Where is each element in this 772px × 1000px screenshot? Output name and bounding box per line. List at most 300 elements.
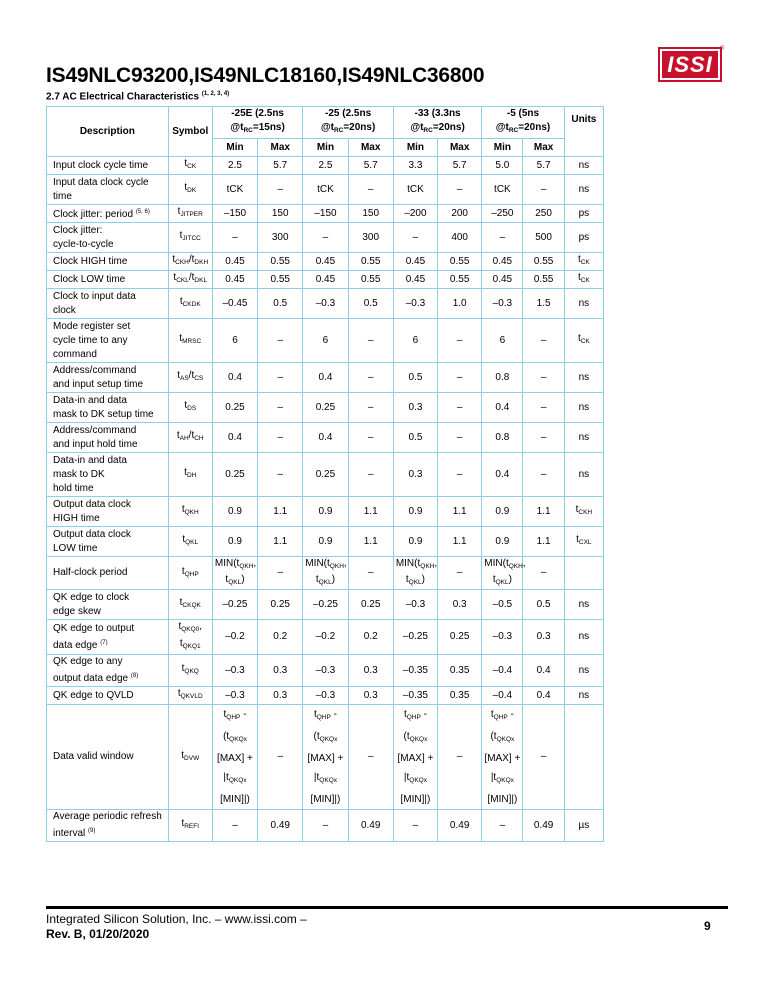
max-value: 0.35	[438, 687, 482, 705]
max-value: –	[438, 453, 482, 497]
grade-line2-sub: RC	[243, 127, 253, 134]
row-description	[47, 363, 169, 393]
max-value: 5.7	[523, 157, 564, 175]
symbol-sub: CK	[187, 163, 197, 170]
max-value: 0.5	[348, 289, 393, 319]
min-value: 3.3	[393, 157, 437, 175]
issi-logo	[658, 46, 725, 82]
unit-text: ns	[578, 183, 590, 195]
unit-sub: CK	[580, 259, 590, 266]
table-row	[47, 289, 604, 319]
row-unit	[564, 810, 603, 842]
grade-line2-sub: RC	[333, 127, 344, 134]
row-unit	[564, 687, 603, 705]
row-symbol	[168, 271, 212, 289]
description-line: clock	[53, 304, 76, 316]
symbol-sub: JITCC	[182, 235, 201, 242]
description-line: QK edge to any	[53, 656, 123, 667]
symbol-text: t	[173, 272, 177, 283]
row-description	[47, 175, 169, 205]
symbol-text: t	[177, 688, 181, 699]
max-value: –	[258, 453, 303, 497]
min-value: 0.45	[482, 271, 523, 289]
unit-sub: CKH	[578, 509, 593, 516]
max-value: 0.49	[348, 810, 393, 842]
max-value: 250	[523, 205, 564, 223]
footnote-ref: (5, 6)	[135, 209, 150, 215]
formula-sub: QKQx	[409, 736, 428, 743]
grade-line2-suffix: =20ns)	[432, 122, 465, 133]
half-clock-text: ,	[343, 558, 347, 569]
column-header-description: Description	[47, 107, 169, 157]
data-valid-window-formula	[482, 705, 523, 810]
formula-sub: QHP	[226, 714, 241, 721]
unit-text: t	[577, 272, 581, 283]
max-value: –	[348, 363, 393, 393]
row-symbol	[168, 319, 212, 363]
symbol-text: t	[178, 621, 182, 632]
max-value: 0.4	[523, 655, 564, 687]
table-row	[47, 393, 604, 423]
description-line: Address/command	[53, 364, 137, 376]
unit-text: t	[577, 254, 581, 265]
min-value: 0.4	[482, 453, 523, 497]
min-value: 0.9	[393, 497, 437, 527]
min-value: –0.3	[482, 620, 523, 655]
footnote-ref: (9)	[88, 828, 96, 834]
ac-characteristics-table	[46, 106, 604, 842]
min-value: 6	[303, 319, 348, 363]
max-value: 5.7	[258, 157, 303, 175]
symbol-text: ,	[199, 621, 203, 632]
min-value: 0.9	[303, 527, 348, 557]
half-clock-sub: QKH	[329, 563, 344, 570]
row-description	[47, 590, 169, 620]
row-unit	[564, 205, 603, 223]
formula-text: -	[240, 709, 247, 720]
min-value	[212, 557, 257, 590]
unit-sub: CK	[580, 338, 590, 345]
symbol-text: /t	[188, 272, 195, 283]
min-value: –0.2	[303, 620, 348, 655]
symbol-text: t	[179, 597, 183, 608]
grade-line1: -5 (5ns	[506, 108, 540, 119]
formula-text: (t	[403, 731, 410, 742]
max-value: 0.5	[258, 289, 303, 319]
row-symbol	[168, 393, 212, 423]
max-value: –	[438, 319, 482, 363]
max-value: 300	[348, 223, 393, 253]
row-unit	[564, 423, 603, 453]
min-value: 0.25	[212, 393, 257, 423]
formula-text: |t	[403, 772, 410, 783]
formula-text: [MIN]|)	[220, 794, 250, 805]
row-description	[47, 705, 169, 810]
description-line: Input data clock cycle	[53, 176, 149, 188]
symbol-sub: QKL	[185, 539, 199, 546]
min-value: –0.3	[212, 687, 257, 705]
description-line: Clock HIGH time	[53, 255, 128, 267]
min-value: 0.25	[303, 453, 348, 497]
value-cell: –	[523, 705, 564, 810]
max-value: –	[258, 423, 303, 453]
half-clock-text: )	[421, 574, 425, 585]
row-unit	[564, 453, 603, 497]
unit-text: ns	[578, 598, 590, 610]
half-clock-sub: QKL	[495, 579, 509, 586]
row-description	[47, 557, 169, 590]
formula-text: |t	[313, 772, 320, 783]
table-row	[47, 590, 604, 620]
symbol-sub: JITPER	[180, 211, 203, 218]
symbol-text: t	[181, 663, 185, 674]
min-value: tCK	[212, 175, 257, 205]
description-line: command	[53, 348, 97, 360]
min-value: –0.3	[482, 289, 523, 319]
min-value: 0.25	[303, 393, 348, 423]
min-value: –0.25	[303, 590, 348, 620]
half-clock-text: )	[331, 574, 336, 585]
min-value: 0.3	[393, 453, 437, 497]
description-line: Average periodic refresh	[53, 811, 162, 822]
max-value: –	[258, 363, 303, 393]
description-line: edge skew	[53, 605, 101, 617]
symbol-sub: DS	[187, 405, 197, 412]
row-symbol	[168, 590, 212, 620]
footer-rule	[46, 906, 728, 909]
formula-text: t	[313, 709, 317, 720]
symbol-sub: QKQ0	[181, 626, 200, 633]
formula-text: [MAX] +	[307, 753, 344, 764]
unit-text: ns	[578, 431, 590, 443]
value-cell: –	[438, 705, 482, 810]
min-value: –0.4	[482, 687, 523, 705]
formula-text: (t	[223, 731, 230, 742]
table-row	[47, 655, 604, 687]
grade-line2-prefix: @t	[410, 122, 424, 133]
half-clock-sub: QKH	[420, 563, 435, 570]
row-symbol	[168, 205, 212, 223]
symbol-text: t	[184, 182, 188, 193]
symbol-text: t	[179, 230, 183, 241]
unit-sub: CXL	[578, 539, 592, 546]
max-value: –	[438, 557, 482, 590]
max-value: –	[523, 319, 564, 363]
max-value: –	[438, 363, 482, 393]
half-clock-sub: QKL	[408, 579, 422, 586]
grade-line1: -25 (2.5ns	[325, 108, 372, 119]
row-unit	[564, 289, 603, 319]
column-header-symbol: Symbol	[168, 107, 212, 157]
description-line: Output data clock	[53, 498, 131, 510]
half-clock-text: MIN(t	[305, 558, 330, 569]
row-symbol	[168, 253, 212, 271]
row-symbol	[168, 687, 212, 705]
min-value: –0.3	[303, 289, 348, 319]
description-line: Input clock cycle time	[53, 159, 149, 171]
max-value: 5.7	[348, 157, 393, 175]
row-symbol	[168, 557, 212, 590]
row-symbol	[168, 620, 212, 655]
table-row	[47, 175, 604, 205]
max-value: 1.1	[258, 497, 303, 527]
min-value: –0.3	[303, 687, 348, 705]
description-line: QK edge to output	[53, 622, 135, 634]
max-value: –	[348, 557, 393, 590]
max-value: 0.55	[258, 271, 303, 289]
row-symbol	[168, 223, 212, 253]
max-value: 0.55	[348, 271, 393, 289]
max-value: 0.25	[348, 590, 393, 620]
unit-sub: CK	[580, 277, 590, 284]
half-clock-text: MIN(t	[484, 558, 509, 569]
max-value: –	[523, 393, 564, 423]
symbol-text: t	[172, 254, 176, 265]
symbol-sub: QKH	[184, 509, 199, 516]
formula-sub: QKQx	[409, 777, 427, 784]
symbol-text: t	[176, 430, 180, 441]
min-value: 0.45	[303, 271, 348, 289]
table-row	[47, 705, 604, 810]
min-value: 2.5	[212, 157, 257, 175]
grade-line2-suffix: =15ns)	[252, 122, 285, 133]
description-line: output data edge	[53, 673, 129, 684]
description-line: interval	[53, 828, 86, 839]
grade-line2-suffix: =20ns)	[518, 122, 551, 133]
logo-text: ISSI	[667, 51, 713, 77]
row-unit	[564, 393, 603, 423]
max-value: –	[258, 319, 303, 363]
symbol-sub: DK	[187, 187, 197, 194]
min-value	[482, 557, 526, 590]
symbol-text: t	[181, 565, 185, 577]
max-value: 300	[258, 223, 303, 253]
formula-text: t	[223, 709, 227, 720]
description-line: Address/command	[53, 424, 137, 436]
symbol-sub: CS	[194, 375, 204, 382]
min-value: 0.4	[212, 423, 257, 453]
unit-text: ps	[578, 207, 590, 219]
symbol-text: t	[179, 638, 183, 649]
formula-text: -	[420, 709, 427, 720]
row-unit	[564, 319, 603, 363]
symbol-text: t	[184, 400, 188, 411]
min-value: 6	[212, 319, 257, 363]
half-clock-sub: QKH	[508, 563, 523, 570]
min-value: –0.4	[482, 655, 523, 687]
max-value: 0.25	[258, 590, 303, 620]
max-value: 5.7	[438, 157, 482, 175]
formula-sub: QKQx	[319, 736, 338, 743]
row-description	[47, 453, 169, 497]
row-unit	[564, 363, 603, 393]
min-value: –0.45	[212, 289, 257, 319]
min-value: 0.8	[482, 423, 523, 453]
max-value: 1.5	[523, 289, 564, 319]
row-unit	[564, 223, 603, 253]
row-symbol	[168, 705, 212, 810]
min-value: –	[212, 223, 257, 253]
symbol-text: /t	[188, 430, 195, 441]
min-value: 0.45	[393, 253, 437, 271]
table-row	[47, 620, 604, 655]
half-clock-text: ,	[253, 558, 257, 569]
data-valid-window-formula	[212, 705, 257, 810]
row-symbol	[168, 497, 212, 527]
symbol-sub: CKH	[175, 259, 189, 266]
half-clock-text: t	[225, 574, 229, 585]
symbol-text: t	[181, 818, 185, 829]
row-description	[47, 655, 169, 687]
min-value: –	[393, 223, 437, 253]
symbol-sub: CKDK	[182, 301, 201, 308]
symbol-sub: QKVLD	[180, 693, 203, 700]
min-value: –0.3	[393, 590, 437, 620]
symbol-text: t	[177, 206, 181, 217]
min-value: 0.9	[212, 527, 257, 557]
row-description	[47, 687, 169, 705]
table-row	[47, 423, 604, 453]
half-clock-text: )	[508, 574, 512, 585]
unit-text: t	[575, 504, 579, 515]
row-description	[47, 223, 169, 253]
grade-line2-sub: RC	[508, 127, 519, 134]
formula-sub: QKQx	[496, 736, 515, 743]
row-unit	[564, 620, 603, 655]
row-description	[47, 157, 169, 175]
symbol-text: t	[179, 333, 183, 344]
unit-text: ns	[578, 159, 590, 171]
min-value: tCK	[303, 175, 348, 205]
row-unit	[564, 527, 603, 557]
symbol-sub: CKL	[176, 277, 189, 284]
footnote-ref: (8)	[130, 673, 139, 679]
min-value: –	[482, 810, 523, 842]
formula-sub: QKQx	[496, 777, 514, 784]
formula-text: |t	[490, 772, 497, 783]
table-row	[47, 223, 604, 253]
column-header-max: Max	[348, 139, 393, 157]
min-value: 0.5	[393, 363, 437, 393]
grade-line2-prefix: @t	[320, 122, 334, 133]
min-value: –0.3	[212, 655, 257, 687]
max-value: 150	[258, 205, 303, 223]
max-value: 0.5	[523, 590, 564, 620]
min-value: 0.4	[303, 363, 348, 393]
min-value: tCK	[393, 175, 437, 205]
max-value: 1.0	[438, 289, 482, 319]
formula-text: -	[330, 709, 337, 720]
min-value: tCK	[482, 175, 523, 205]
column-header-speed-grade	[303, 107, 393, 139]
min-value: –	[482, 223, 523, 253]
table-row	[47, 205, 604, 223]
min-value: –200	[393, 205, 437, 223]
min-value: –0.35	[393, 687, 437, 705]
min-value: –0.25	[212, 590, 257, 620]
row-unit	[564, 557, 603, 590]
max-value: –	[523, 175, 564, 205]
column-header-min: Min	[393, 139, 437, 157]
symbol-sub: DKL	[194, 277, 208, 284]
footnote-ref: (7)	[100, 639, 108, 646]
min-value: 0.9	[212, 497, 257, 527]
grade-line2-suffix: =20ns)	[343, 122, 376, 133]
half-clock-text: t	[492, 574, 496, 585]
description-line: HIGH time	[53, 512, 100, 524]
half-clock-sub: QKL	[318, 579, 332, 586]
column-header-max: Max	[523, 139, 564, 157]
description-line: Output data clock	[53, 528, 131, 540]
max-value: 1.1	[438, 497, 482, 527]
formula-text: -	[507, 709, 514, 720]
min-value: –	[303, 810, 348, 842]
max-value: 0.49	[258, 810, 303, 842]
formula-text: [MAX] +	[217, 753, 253, 764]
unit-text: ns	[578, 631, 590, 642]
min-value	[303, 557, 348, 590]
min-value: 0.45	[212, 253, 257, 271]
min-value: –0.25	[393, 620, 437, 655]
max-value: –	[438, 423, 482, 453]
min-value: 0.9	[303, 497, 348, 527]
half-clock-text: t	[315, 574, 319, 585]
half-clock-sub: QKL	[228, 579, 242, 586]
symbol-sub: DKH	[194, 259, 209, 266]
table-row	[47, 319, 604, 363]
max-value: –	[258, 393, 303, 423]
half-clock-sub: QKH	[239, 563, 254, 570]
table-row	[47, 527, 604, 557]
max-value: –	[438, 175, 482, 205]
min-value: 0.5	[393, 423, 437, 453]
max-value: 0.25	[438, 620, 482, 655]
description-line: LOW time	[53, 542, 98, 554]
description-line: Clock to input data	[53, 290, 136, 302]
row-unit	[564, 157, 603, 175]
min-value: –	[303, 223, 348, 253]
row-symbol	[168, 527, 212, 557]
max-value: –	[348, 175, 393, 205]
max-value: 0.35	[438, 655, 482, 687]
grade-line2-prefix: @t	[495, 122, 509, 133]
row-symbol	[168, 175, 212, 205]
formula-sub: QHP	[316, 714, 331, 721]
unit-text: ns	[578, 689, 590, 701]
row-description	[47, 497, 169, 527]
description-line: Clock jitter: period	[53, 209, 134, 220]
row-unit	[564, 655, 603, 687]
description-line: Clock LOW time	[53, 273, 126, 285]
max-value: 150	[348, 205, 393, 223]
grade-line2-sub: RC	[423, 127, 433, 134]
max-value: 1.1	[523, 527, 564, 557]
row-unit	[564, 705, 603, 810]
row-unit	[564, 497, 603, 527]
max-value: 0.55	[438, 271, 482, 289]
description-line: and input hold time	[53, 438, 138, 450]
min-value: 6	[393, 319, 437, 363]
min-value: 0.8	[482, 363, 523, 393]
table-row	[47, 253, 604, 271]
description-line: cycle time to any	[53, 334, 128, 346]
min-value: –0.2	[212, 620, 257, 655]
column-header-units: Units	[564, 107, 603, 157]
min-value: 0.9	[482, 497, 523, 527]
unit-text: t	[576, 534, 579, 545]
description-line: mask to DK	[53, 468, 105, 480]
formula-text: [MIN]|)	[400, 794, 431, 805]
